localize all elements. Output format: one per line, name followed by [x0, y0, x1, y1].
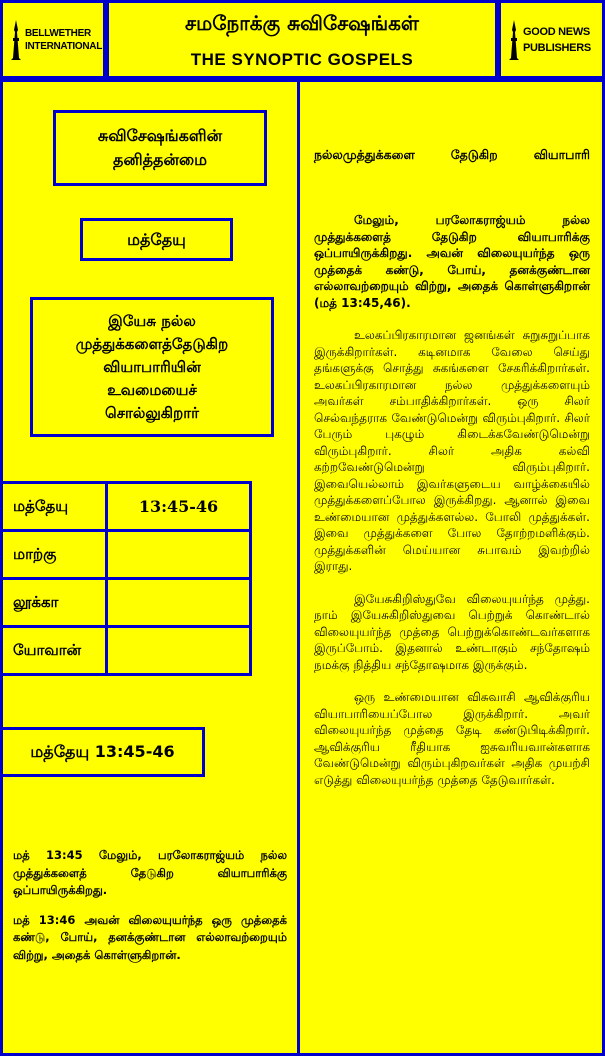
table-row [2, 579, 251, 627]
article-heading: நல்லமுத்துக்களை தேடுகிற வியாபாரி [314, 147, 590, 162]
table-cell-book: மத்தேயு [2, 483, 107, 531]
table-cell-book: மாற்கு [2, 531, 107, 579]
header-left-logo-panel [0, 0, 106, 79]
right-column [297, 79, 605, 1056]
table-cell-ref [107, 627, 251, 675]
table-row [2, 627, 251, 675]
article-paragraph: இயேசுகிறிஸ்துவே விலையுயர்ந்த முத்து. நாம் இயேசுகிறிஸ்துவை பெற்றுக் கொண்டால் விலையுயர்ந்த முத்தை பெற்றுக்கொண்டவர்களாக இருப்போம். இதனால் உண்டாகும் சந்தோஷம் நமக்கு நித்திய சந்தோஷமாக இருக்கும். [314, 591, 590, 672]
good-news-logo-text: GOOD NEWS PUBLISHERS [523, 25, 591, 54]
table-cell-ref: 13:45-46 [107, 483, 251, 531]
table-cell-ref [107, 531, 251, 579]
passage-box: மத்தேயு 13:45-46 [0, 727, 205, 777]
article-body [314, 212, 590, 804]
table-cell-book: யோவான் [2, 627, 107, 675]
verse-paragraph: மத் 13:46 அவன் விலையுயர்ந்த ஒரு முத்தைக் கண்டு, போய், தனக்குண்டான எல்லாவற்றையும் விற்று, அதைக் கொள்ளுகிறான். [13, 912, 287, 962]
verse-text [13, 847, 287, 976]
left-column [0, 79, 300, 1056]
table-row [2, 531, 251, 579]
gospel-reference-table [0, 481, 252, 676]
article-paragraph: ஒரு உண்மையான விசுவாசி ஆவிக்குரிய வியாபாரியைப்போல இருக்கிறார். அவர் விலையுயர்ந்த முத்தை தேடி கண்டுபிடிக்கிறார். ஆவிக்குரிய ரீதியாக ஐசுவரியவான்களாக வேண்டுமென்று விரும்புகிறவர்கள் அதிக முயற்சி எடுத்து விலையுயர்ந்த முத்தை தேடுவார்கள். [314, 690, 590, 787]
article-paragraph: உலகப்பிரகாரமான ஜனங்கள் சுறுசுறுப்பாக இருக்கிறார்கள். கடினமாக வேலை செய்து தங்களுக்கு சொத்து சுகங்களை சேகரிக்கிறார்கள். உலகப்பிரகாரமான நல்ல முத்துக்களையும் அவர்கள் சம்பாதிக்கிறார்கள். ஒரு சிலர் செல்வந்தராக வேண்டுமென்று விரும்புகிறார். சிலர் பேரும் புகழும் கிடைக்கவேண்டுமென்று விரும்புகிறார். சிலர் அதிக கல்வி கற்றவேண்டுமென்று விரும்புகிறார். இவையெல்லாம் இவர்களுடைய வாழ்க்கையில் முத்துக்களைப்போல இருக்கிறது. ஆனால் இவை உண்மையான முத்துக்களல்ல. போலி முத்துக்கள். இவை முத்துக்களை போல தோற்றமளிக்கும். முத்துக்களின் மெய்யான சுபாவம் இவற்றில் இராது. [314, 328, 590, 573]
feature-box: சுவிசேஷங்களின் தனித்தன்மை [53, 110, 267, 186]
theme-box: இயேசு நல்ல முத்துக்களைத்தேடுகிற வியாபாரியின் உவமையைச் சொல்லுகிறார் [30, 297, 274, 437]
page-title-english: THE SYNOPTIC GOSPELS [190, 50, 414, 69]
verse-paragraph: மத் 13:45 மேலும், பரலோகராஜ்யம் நல்ல முத்துக்களைத் தேடுகிற வியாபாரிக்கு ஒப்பாயிருக்கிறது. [13, 848, 287, 897]
good-news-logo-icon [507, 18, 521, 62]
header-right-logo-panel [498, 0, 605, 79]
article-paragraph: மேலும், பரலோகராஜ்யம் நல்ல முத்துக்களைத் தேடுகிற வியாபாரிக்கு ஒப்பாயிருக்கிறது. அவன் விலையுயர்ந்த ஒரு முத்தைக் கண்டு, போய், தனக்குண்டான எல்லாவற்றையும் விற்று, அதைக் கொள்ளுகிறான் (மத் 13:45,46). [314, 213, 590, 310]
table-cell-book: லூக்கா [2, 579, 107, 627]
bellwether-logo-text: BELLWETHER INTERNATIONAL [25, 27, 103, 52]
gospel-box: மத்தேயு [80, 218, 233, 261]
table-row [2, 483, 251, 531]
bellwether-logo-icon [9, 18, 23, 62]
table-cell-ref [107, 579, 251, 627]
header-title-panel [106, 0, 498, 79]
page-title-tamil: சமநோக்கு சுவிசேஷங்கள் [185, 11, 419, 35]
